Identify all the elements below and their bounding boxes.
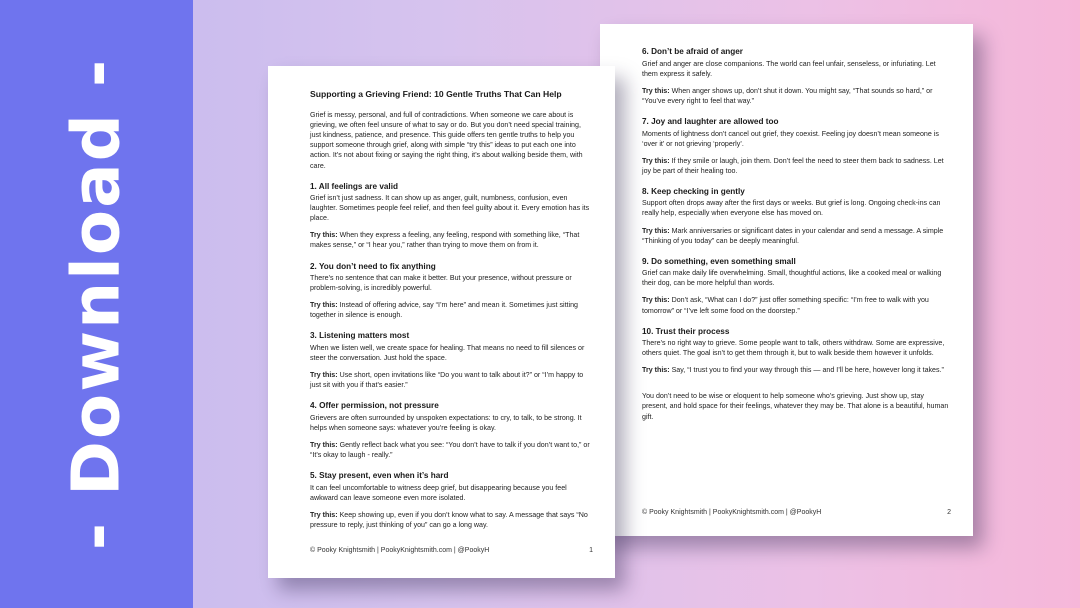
document-page-2 (600, 24, 973, 536)
section (310, 400, 593, 460)
section-body: It can feel uncomfortable to witness deep grief, but disappearing because you feel awkward can leave someone even more isolated. (310, 483, 567, 502)
page-footer (642, 508, 951, 518)
section (310, 330, 593, 390)
closing-paragraph: You don’t need to be wise or eloquent to help someone who’s grieving. Just show up, stay present, and hold space for their feelings, whatever they may be. That alone is a beautiful, human gift. (642, 392, 949, 421)
section (642, 326, 951, 376)
page-footer (310, 546, 593, 556)
section-heading: 5. Stay present, even when it’s hard (310, 471, 449, 481)
side-banner (0, 0, 193, 608)
try-this-tip: Try this: Use short, open invitations like “Do you want to talk about it?” or “I’m happy to just sit with you if that’s easier.” (310, 371, 584, 390)
section-heading: 2. You don’t need to fix anything (310, 261, 436, 271)
try-this-tip: Try this: If they smile or laugh, join them. Don’t feel the need to steer them back to sadness. Let joy be part of their healing too. (642, 156, 944, 175)
page-number: 1 (589, 547, 593, 555)
section-heading: 10. Trust their process (642, 326, 730, 336)
section-body: Support often drops away after the first days or weeks. But grief is long. Ongoing check-ins can really help, especially when everyone else has moved on. (642, 199, 941, 218)
document-title: Supporting a Grieving Friend: 10 Gentle Truths That Can Help (310, 89, 562, 99)
section-heading: 7. Joy and laughter are allowed too (642, 116, 779, 126)
section (642, 46, 951, 106)
section-heading: 3. Listening matters most (310, 331, 410, 341)
section-heading: 4. Offer permission, not pressure (310, 401, 439, 411)
section-body: There’s no right way to grieve. Some people want to talk, others withdraw. Some are expressive, others quiet. The goal isn’t to get them through it, but to walk beside them however it unfolds. (642, 339, 945, 358)
section-body: There’s no sentence that can make it better. But your presence, without pressure or problem-solving, is incredibly powerful. (310, 274, 572, 293)
section-body: Grief isn’t just sadness. It can show up as anger, guilt, numbness, confusion, even laughter. Sometimes people feel relief, and then feel guilty about it. Every emotion has its place. (310, 194, 590, 223)
try-this-tip: Try this: Don’t ask, “What can I do?” just offer something specific: “I’m free to walk with you tomorrow” or “I’ve left some food on the doorstep.” (642, 296, 929, 315)
section (642, 116, 951, 176)
footer-credit: © Pooky Knightsmith | PookyKnightsmith.com | @PookyH (642, 509, 822, 517)
page-number: 2 (947, 509, 951, 517)
section (310, 181, 593, 251)
footer-credit: © Pooky Knightsmith | PookyKnightsmith.com | @PookyH (310, 547, 490, 555)
try-this-tip: Try this: When anger shows up, don’t shut it down. You might say, “That sounds so hard,” or “You’ve every right to feel that way.” (642, 86, 933, 105)
section-heading: 9. Do something, even something small (642, 256, 796, 266)
section-body: Moments of lightness don’t cancel out grief, they coexist. Feeling joy doesn’t mean someone is ‘over it’ or not grieving ‘properly’. (642, 129, 939, 148)
download-label[interactable]: - Download - (57, 57, 135, 551)
try-this-tip: Try this: Gently reflect back what you see: “You don’t have to talk if you don’t want to,” or “It’s okay to laugh - really.” (310, 441, 590, 460)
try-this-tip: Try this: Instead of offering advice, say “I’m here” and mean it. Sometimes just sitting together in silence is enough. (310, 301, 578, 320)
section (310, 261, 593, 321)
section (642, 186, 951, 246)
section-heading: 6. Don’t be afraid of anger (642, 47, 743, 56)
try-this-tip: Try this: Keep showing up, even if you don’t know what to say. A message that says “No pressure to reply, just thinking of you” can go a long way. (310, 510, 588, 530)
intro-paragraph: Grief is messy, personal, and full of contradictions. When someone we care about is grieving, we often feel unsure of what to say or do. But you don’t need special training, just kindness, patience, and presence. This guide offers ten gentle truths to help you support someone through grief, along with simple “try this” ideas to put each one into action. It’s not about fixing or saying the right thing, it’s about walking beside them, with care. (310, 111, 583, 170)
section (310, 470, 593, 530)
try-this-tip: Try this: Say, “I trust you to find your way through this — and I’ll be here, however long it takes.” (642, 366, 944, 375)
try-this-tip: Try this: When they express a feeling, any feeling, respond with something like, “That makes sense,” or “I hear you,” rather than trying to move them on from it. (310, 231, 580, 250)
section-body: When we listen well, we create space for healing. That means no need to fill silences or steer the conversation. Just hold the space. (310, 344, 585, 363)
section-heading: 1. All feelings are valid (310, 181, 398, 191)
section-body: Grief and anger are close companions. The world can feel unfair, senseless, or infuriating. Let them express it safely. (642, 59, 936, 78)
section-heading: 8. Keep checking in gently (642, 186, 745, 196)
section-body: Grief can make daily life overwhelming. Small, thoughtful actions, like a cooked meal or walking their dog, can be more helpful than words. (642, 269, 942, 288)
section-body: Grievers are often surrounded by unspoken expectations: to cry, to talk, to be strong. It helps when someone says: whatever you’re feeling is okay. (310, 413, 582, 433)
section (642, 256, 951, 316)
document-page-1 (268, 66, 615, 578)
try-this-tip: Try this: Mark anniversaries or significant dates in your calendar and send a message. A simple “Thinking of you today” can be deeply meaningful. (642, 226, 944, 245)
